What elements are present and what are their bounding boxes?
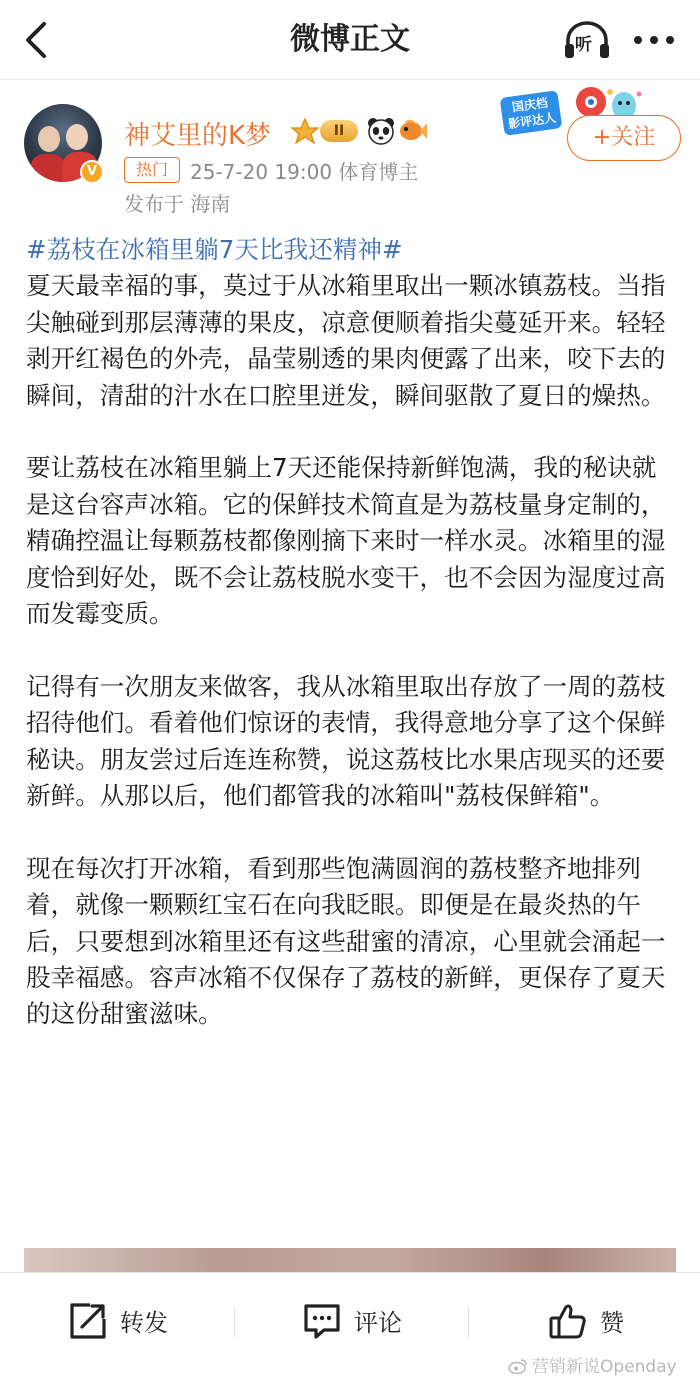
- action-divider: [234, 1307, 235, 1337]
- activity-badge-line1: 国庆档: [511, 95, 549, 115]
- avatar-figure-left: [30, 154, 66, 182]
- post-body: [26, 232, 678, 1033]
- follow-button[interactable]: +关注: [567, 115, 681, 161]
- avatar-face-right: [66, 124, 88, 150]
- share-arrow-icon: [68, 1301, 108, 1341]
- paragraph-gap: [26, 632, 678, 668]
- author-name[interactable]: 神艾里的K梦: [124, 121, 272, 151]
- more-dots-icon[interactable]: [630, 26, 678, 54]
- post-meta: 25-7-20 19:00 体育博主: [190, 160, 419, 184]
- post-paragraph-1: 夏天最幸福的事，莫过于从冰箱里取出一颗冰镇荔枝。当指尖触碰到那层薄薄的果皮，凉意便顺着指尖蔓延开来。轻轻剥开红褐色的外壳，晶莹剔透的果肉便露了出来，咬下去的瞬间，清甜的汁水在口腔里迸发，瞬间驱散了夏日的燥热。: [26, 271, 666, 410]
- action-divider: [468, 1307, 469, 1337]
- weibo-logo-icon: [508, 1358, 528, 1374]
- activity-badge-line2: 影评达人: [507, 110, 557, 132]
- avatar-face-left: [38, 126, 60, 152]
- page-title: 微博正文: [290, 22, 410, 57]
- hot-tag: 热门: [124, 157, 180, 183]
- post-image-thumbnail[interactable]: [24, 1248, 676, 1272]
- listen-label: 听: [575, 35, 592, 55]
- post-location: 发布于 海南: [124, 192, 231, 216]
- comment-button[interactable]: [302, 1299, 412, 1343]
- verified-badge-icon: V: [80, 160, 104, 184]
- thumbs-up-icon: [548, 1301, 588, 1341]
- goldfish-icon: [398, 118, 428, 144]
- watermark: [508, 1352, 677, 1377]
- back-chevron-icon[interactable]: [16, 18, 60, 62]
- post-topic-hashtag[interactable]: #荔枝在冰箱里躺7天比我还精神#: [26, 235, 403, 264]
- repost-label: 转发: [120, 1309, 168, 1337]
- paragraph-gap: [26, 414, 678, 450]
- panda-icon: [366, 116, 396, 146]
- post-paragraph-4: 现在每次打开冰箱，看到那些饱满圆润的荔枝整齐地排列着，就像一颗颗红宝石在向我眨眼。即便是在最炎热的午后，只要想到冰箱里还有这些甜蜜的清凉，心里就会涌起一股幸福感。容声冰箱不仅保存了荔枝的新鲜，更保存了夏天的这份甜蜜滋味。: [26, 853, 666, 1029]
- like-button[interactable]: [548, 1299, 638, 1343]
- level-star-icon: [290, 117, 320, 145]
- level-badge: II: [320, 120, 358, 142]
- comment-label: 评论: [354, 1309, 402, 1337]
- top-nav-bar: [0, 0, 700, 80]
- like-label: 赞: [600, 1309, 624, 1337]
- watermark-text: 营销新说Openday: [532, 1357, 677, 1377]
- repost-button[interactable]: [68, 1299, 178, 1343]
- post-paragraph-2: 要让荔枝在冰箱里躺上7天还能保持新鲜饱满，我的秘诀就是这台容声冰箱。它的保鲜技术简直是为荔枝量身定制的，精确控温让每颗荔枝都像刚摘下来时一样水灵。冰箱里的湿度恰到好处，既不会让荔枝脱水变干，也不会因为湿度过高而发霉变质。: [26, 453, 666, 629]
- post-paragraph-3: 记得有一次朋友来做客，我从冰箱里取出存放了一周的荔枝招待他们。看着他们惊讶的表情，我得意地分享了这个保鲜秘诀。朋友尝过后连连称赞，说这荔枝比水果店现买的还要新鲜。从那以后，他们都管我的冰箱叫"荔枝保鲜箱"。: [26, 671, 666, 811]
- activity-badge-label: [500, 90, 563, 136]
- paragraph-gap: [26, 814, 678, 850]
- comment-bubble-icon: [302, 1301, 342, 1341]
